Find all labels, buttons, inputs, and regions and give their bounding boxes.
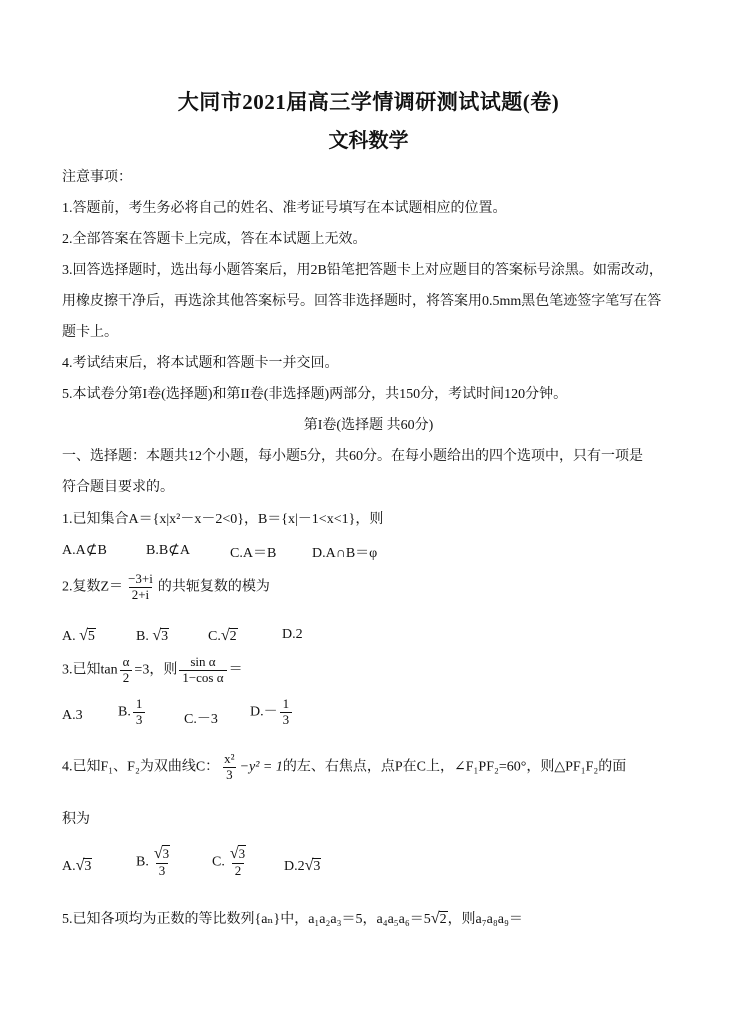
question-4-line2: 积为 (62, 812, 90, 827)
q5-suffix: ，则a₇a₈a₉＝ (447, 912, 523, 927)
q2-denominator: 2+i (129, 587, 152, 603)
notice-item: 2.全部答案在答题卡上完成，答在本试题上无效。 (62, 232, 367, 247)
q3-fraction-sin: $\frac{\text{sin α}}{\text{1−cos α}}$ (179, 655, 226, 686)
section-intro: 符合题目要求的。 (62, 480, 174, 495)
q4-suffix: 的左、右焦点，点P在C上，∠F₁PF₂=60°，则△PF₁F₂的面 (282, 759, 627, 775)
question-3-stem (62, 655, 243, 686)
notice-item: 3.回答选择题时，选出每小题答案后，用2B铅笔把答题卡上对应题目的答案标号涂黑。如需改动， (62, 263, 663, 278)
q4-prefix: 4.已知F₁、F₂为双曲线C： (62, 759, 220, 775)
q4-option-d: D.2√3 (284, 857, 321, 874)
question-5-stem (62, 908, 523, 928)
q5-radical: √2 (430, 910, 447, 927)
q3-option-d: D.－ $\frac{1}{3}$ (250, 697, 294, 728)
notice-item: 5.本试卷分第I卷(选择题)和第II卷(非选择题)两部分，共150分，考试时间120分钟。 (62, 387, 568, 402)
q2-suffix: 的共轭复数的模为 (157, 579, 270, 595)
q3-prefix: 3.已知tan (62, 662, 118, 678)
q3-mid: =3，则 (134, 662, 178, 678)
exam-subject: 文科数学 (328, 130, 409, 152)
q1-option-b: B.B⊄A (146, 543, 191, 558)
q3-option-b: B. $\frac{1}{3}$ (118, 697, 147, 728)
q4-option-a: A.√3 (62, 857, 92, 874)
q4-option-b: B. $\frac{√3}{3}$ (136, 845, 170, 879)
section-title: 第I卷(选择题 共60分) (303, 418, 434, 433)
q4-fraction: $\frac{\text{x²}}{3}$ (224, 751, 235, 782)
q2-option-b: B. √3 (136, 627, 169, 644)
q2-option-a: A. √5 (62, 627, 95, 644)
q1-option-a: A.A⊄B (62, 543, 107, 558)
q1-option-c: C.A＝B (230, 546, 277, 561)
notice-heading: 注意事项： (62, 170, 132, 185)
question-4-stem (62, 752, 626, 783)
q2-prefix: 2.复数Z＝ (62, 579, 124, 595)
q5-text: 5.已知各项均为正数的等比数列{aₙ}中，a₁a₂a₃＝5，a₄a₅a₆＝5 (62, 912, 431, 927)
q3-fraction-alpha: $\frac{\alpha}{2}$ (120, 655, 133, 686)
notice-item: 1.答题前，考生务必将自己的姓名、准考证号填写在本试题相应的位置。 (62, 201, 507, 216)
q2-fraction (125, 572, 156, 603)
notice-item: 4.考试结束后，将本试题和答题卡一并交回。 (62, 356, 339, 371)
q3-option-a: A.3 (62, 708, 83, 723)
section-intro: 一、选择题：本题共12个小题，每小题5分，共60分。在每小题给出的四个选项中，只有一项是 (62, 449, 643, 464)
q2-option-d: D.2 (282, 627, 303, 642)
question-1-stem: 1.已知集合A＝{x|x²－x－2<0}，B＝{x|－1<x<1}，则 (62, 512, 384, 527)
q2-numerator: −3+i (128, 571, 153, 586)
notice-item: 用橡皮擦干净后，再选涂其他答案标号。回答非选择题时，将答案用0.5mm黑色笔迹签字笔写在答 (62, 294, 662, 309)
notice-item: 题卡上。 (62, 325, 118, 340)
q4-option-c: C. $\frac{√3}{2}$ (212, 845, 246, 879)
q2-option-c: C.√2 (208, 627, 237, 644)
question-2-stem (62, 572, 270, 603)
exam-title: 大同市2021届高三学情调研测试试题(卷) (177, 90, 560, 114)
q1-option-d: D.A∩B＝φ (312, 546, 378, 561)
q4-equation: −y² = 1 (239, 759, 283, 775)
q3-option-c: C.－3 (184, 712, 218, 727)
q3-suffix: ＝ (228, 662, 243, 678)
